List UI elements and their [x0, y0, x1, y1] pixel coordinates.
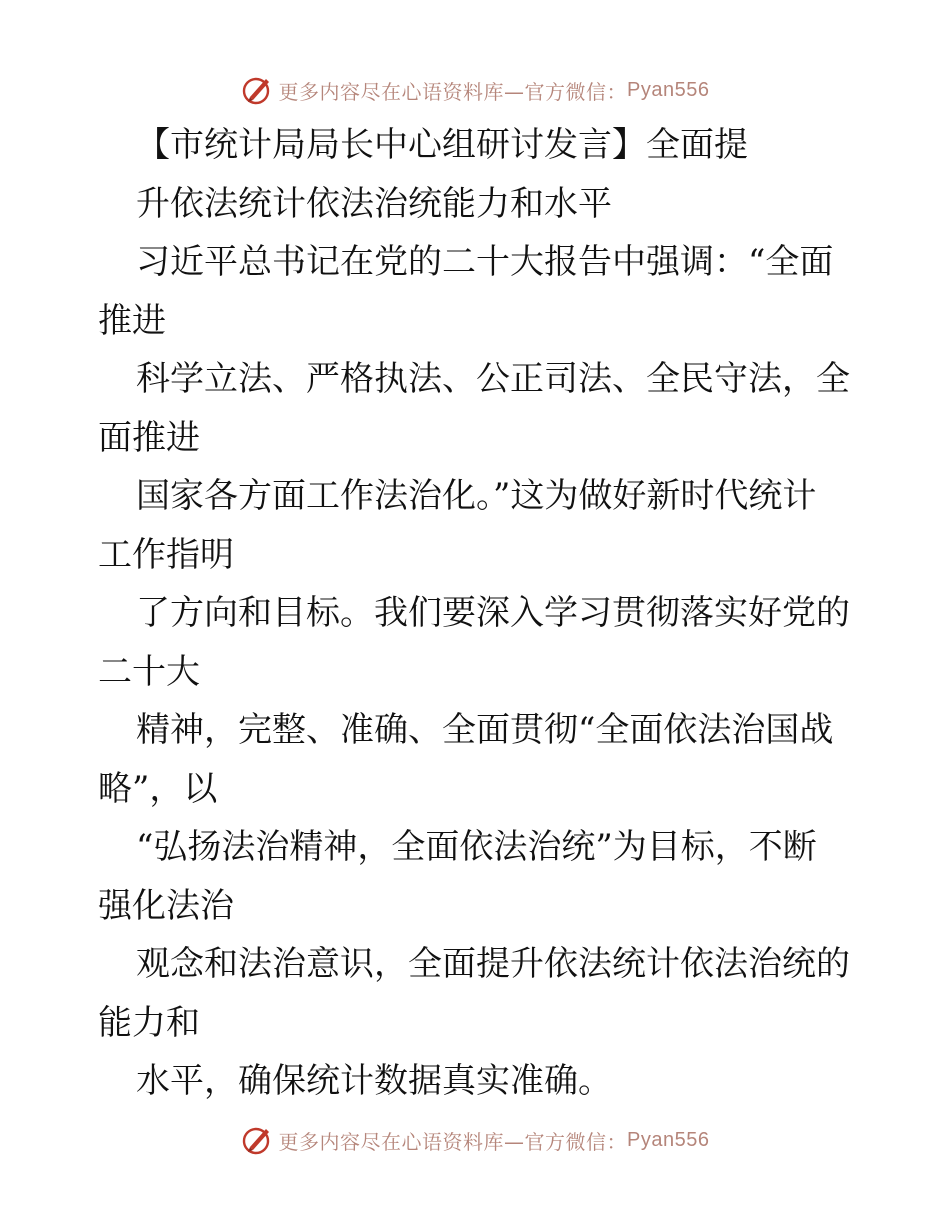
title-line-2: 升依法统计依法治统能力和水平: [136, 183, 612, 224]
header-watermark-banner: [0, 70, 950, 110]
paragraph-line: 强化法治: [98, 885, 234, 926]
paragraph-line: 精神，完整、准确、全面贯彻“全面依法治国战: [136, 710, 834, 750]
paragraph-line: 面推进: [98, 417, 200, 458]
paragraph-line: 工作指明: [98, 534, 234, 575]
title-line-1: 【市统计局局长中心组研讨发言】全面提: [136, 125, 748, 165]
paragraph-line: 略”，以: [98, 768, 218, 809]
paragraph-line: 国家各方面工作法治化。”这为做好新时代统计: [136, 476, 817, 516]
paragraph-line: 科学立法、严格执法、公正司法、全民守法，全: [136, 359, 850, 399]
paragraph-line: 了方向和目标。我们要深入学习贯彻落实好党的: [136, 593, 850, 633]
banner-text: 更多内容尽在心语资料库—官方微信：: [278, 79, 628, 104]
banner-wechat-id: Pyan556: [627, 1128, 710, 1151]
pen-logo-icon: [241, 1123, 275, 1157]
pen-logo-icon: [241, 73, 275, 107]
paragraph-line: 观念和法治意识，全面提升依法统计依法治统的: [136, 944, 850, 984]
paragraph-line: 推进: [98, 300, 166, 341]
paragraph-line: 能力和: [98, 1002, 200, 1043]
banner-text: 更多内容尽在心语资料库—官方微信：: [278, 1129, 628, 1154]
paragraph-line: 水平，确保统计数据真实准确。: [136, 1061, 612, 1101]
document-body: [98, 116, 852, 1111]
paragraph-line: 二十大: [98, 651, 200, 692]
banner-wechat-id: Pyan556: [627, 78, 710, 101]
footer-watermark-banner: [0, 1120, 950, 1160]
paragraph-line: “弘扬法治精神，全面依法治统”为目标，不断: [136, 827, 817, 867]
paragraph-line: 习近平总书记在党的二十大报告中强调：“全面: [136, 242, 834, 282]
